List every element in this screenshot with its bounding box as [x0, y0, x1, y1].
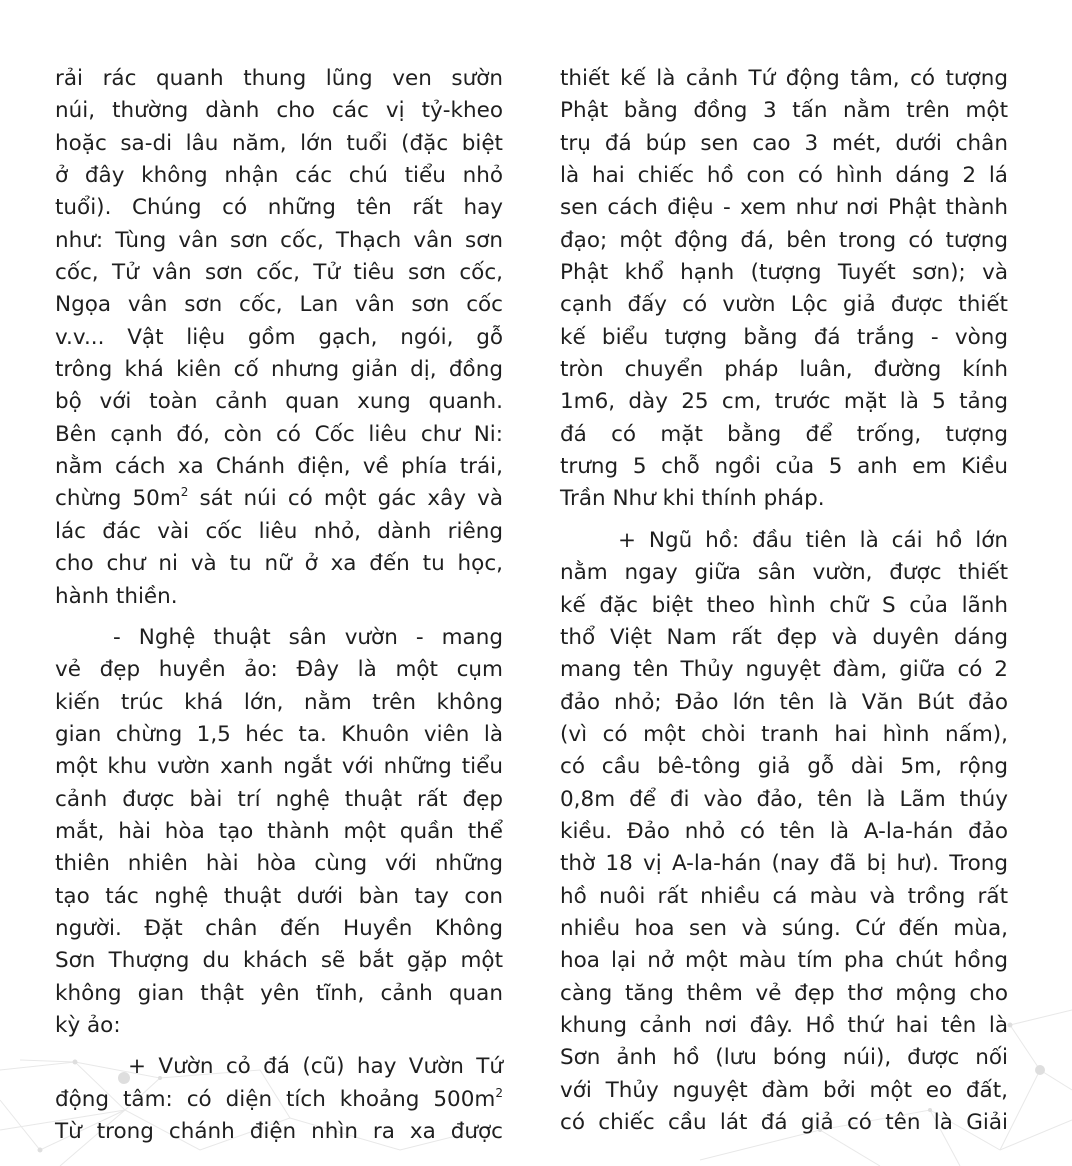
text-line: đạo; một động đá, bên trong có tượng [560, 227, 1008, 253]
paragraph-ngu-ho [560, 525, 1008, 1140]
text-line: 1m6, dày 25 cm, trước mặt là 5 tảng [560, 389, 1008, 415]
text-line: + Vườn cỏ đá (cũ) hay Vườn Tứ [128, 1054, 503, 1080]
text-line: nằm ngay giữa sân vườn, được thiết [560, 560, 1008, 586]
text-line: có chiếc cầu lát đá giả có tên là Giải [560, 1110, 1008, 1135]
text-line: ở đây không nhận các chú tiểu nhỏ [55, 163, 503, 189]
paragraph-gap [560, 516, 1008, 525]
text-line: hoặc sa-di lâu năm, lớn tuổi (đặc biệt [55, 130, 503, 156]
text-line: đảo nhỏ; Đảo lớn tên là Văn Bút đảo [560, 689, 1008, 715]
text-line: núi, thường dành cho các vị tỷ-kheo [55, 98, 503, 124]
text-line: càng tăng thêm vẻ đẹp thơ mộng cho [560, 980, 1008, 1006]
text-line: nằm cách xa Chánh điện, về phía trái, [55, 454, 503, 480]
text-line: với Thủy nguyệt đàm bởi một eo đất, [560, 1077, 1008, 1103]
text-line-with-superscript [55, 1084, 503, 1116]
paragraph-tu-dong-tam [560, 63, 1008, 516]
text-line: thổ Việt Nam rất đẹp và duyên dáng [560, 624, 1008, 650]
text-line: mắt, hài hòa tạo thành một quần thể [55, 818, 503, 844]
text-line: mang tên Thủy nguyệt đàm, giữa có 2 [560, 657, 1008, 683]
text-fragment: chừng 50m [55, 486, 181, 512]
text-line: Phật bằng đồng 3 tấn nằm trên một [560, 98, 1008, 124]
text-line: hoa lại nở một màu tím pha chút hồng [560, 948, 1008, 974]
text-line: tuổi). Chúng có những tên rất hay [55, 195, 503, 221]
superscript: 2 [180, 485, 189, 500]
text-line: kế đặc biệt theo hình chữ S của lãnh [560, 592, 1008, 618]
paragraph-gap [55, 1042, 503, 1051]
text-line: là hai chiếc hồ con có hình dáng 2 lá [560, 163, 1008, 189]
text-line: trụ đá búp sen cao 3 mét, dưới chân [560, 130, 1008, 156]
text-line: trông khá kiên cố nhưng giản dị, đồng [55, 357, 503, 383]
text-line: bộ với toàn cảnh quan xung quanh. [55, 389, 503, 415]
left-column [55, 63, 503, 1148]
paragraph-gap [55, 613, 503, 622]
text-line: gian chừng 1,5 héc ta. Khuôn viên là [55, 721, 503, 747]
text-line: một khu vườn xanh ngắt với những tiểu [55, 754, 503, 780]
text-line: rải rác quanh thung lũng ven sườn [55, 66, 503, 91]
text-line: vẻ đẹp huyền ảo: Đây là một cụm [55, 657, 503, 683]
text-line: Sơn Thượng du khách sẽ bắt gặp một [55, 948, 503, 974]
text-line: cạnh đấy có vườn Lộc giả được thiết [560, 292, 1008, 318]
text-line: trưng 5 chỗ ngồi của 5 anh em Kiều [560, 454, 1008, 480]
text-line: cảnh được bài trí nghệ thuật rất đẹp [55, 786, 503, 812]
text-fragment: động tâm: có diện tích khoảng 500m [55, 1086, 496, 1112]
text-line: tạo tác nghệ thuật dưới bàn tay con [55, 883, 503, 909]
text-line: + Ngũ hồ: đầu tiên là cái hồ lớn [618, 527, 1008, 553]
text-fragment: sát núi có một gác xây và [188, 486, 503, 512]
text-line: kiều. Đảo nhỏ có tên là A-la-hán đảo [560, 818, 1008, 844]
text-line: Sơn ảnh hồ (lưu bóng núi), được nối [560, 1045, 1008, 1071]
text-line: cho chư ni và tu nữ ở xa đến tu học, [55, 551, 503, 577]
text-line: hành thiền. [55, 583, 178, 609]
text-line: lác đác vài cốc liêu nhỏ, dành riêng [55, 518, 503, 544]
text-line: thờ 18 vị A-la-hán (nay đã bị hư). Trong [560, 851, 1008, 877]
text-line: người. Đặt chân đến Huyền Không [55, 915, 503, 941]
right-column [560, 63, 1008, 1139]
text-line: sen cách điệu - xem như nơi Phật thành [560, 195, 1008, 221]
text-line: như: Tùng vân sơn cốc, Thạch vân sơn [55, 227, 503, 253]
text-line: Từ trong chánh điện nhìn ra xa được [55, 1119, 503, 1144]
text-line: đá có mặt bằng để trống, tượng [560, 421, 1008, 447]
paragraph-nghe-thuat-san-vuon [55, 622, 503, 1042]
text-line: Trần Như khi thính pháp. [560, 486, 825, 512]
superscript: 2 [495, 1085, 503, 1100]
text-line: kế biểu tượng bằng đá trắng - vòng [560, 324, 1008, 350]
text-line: thiết kế là cảnh Tứ động tâm, có tượng [560, 66, 1008, 91]
text-line: tròn chuyển pháp luân, đường kính [560, 357, 1008, 383]
text-line: nhiều hoa sen và súng. Cứ đến mùa, [560, 915, 1008, 941]
text-line-with-superscript [55, 483, 503, 515]
text-line: cốc, Tử vân sơn cốc, Tử tiêu sơn cốc, [55, 260, 503, 286]
text-line: (vì có một chòi tranh hai hình nấm), [560, 721, 1008, 747]
text-line: thiên nhiên hài hòa cùng với những [55, 851, 503, 877]
paragraph-vuon-co-da [55, 1051, 503, 1148]
text-line: 0,8m để đi vào đảo, tên là Lãm thúy [560, 786, 1008, 812]
text-line: không gian thật yên tĩnh, cảnh quan [55, 980, 503, 1006]
text-line: kỳ ảo: [55, 1012, 121, 1038]
text-line: có cầu bê-tông giả gỗ dài 5m, rộng [560, 754, 1008, 780]
text-line: v.v... Vật liệu gồm gạch, ngói, gỗ [55, 324, 503, 350]
paragraph-coc-lieu [55, 63, 503, 613]
text-line: kiến trúc khá lớn, nằm trên không [55, 689, 503, 715]
text-line: hồ nuôi rất nhiều cá màu và trồng rất [560, 883, 1008, 909]
text-line: Phật khổ hạnh (tượng Tuyết sơn); và [560, 260, 1008, 286]
text-line: - Nghệ thuật sân vườn - mang [113, 624, 503, 650]
text-line: Ngọa vân sơn cốc, Lan vân sơn cốc [55, 292, 503, 318]
text-line: khung cảnh nơi đây. Hồ thứ hai tên là [560, 1012, 1008, 1038]
text-line: Bên cạnh đó, còn có Cốc liêu chư Ni: [55, 421, 503, 447]
